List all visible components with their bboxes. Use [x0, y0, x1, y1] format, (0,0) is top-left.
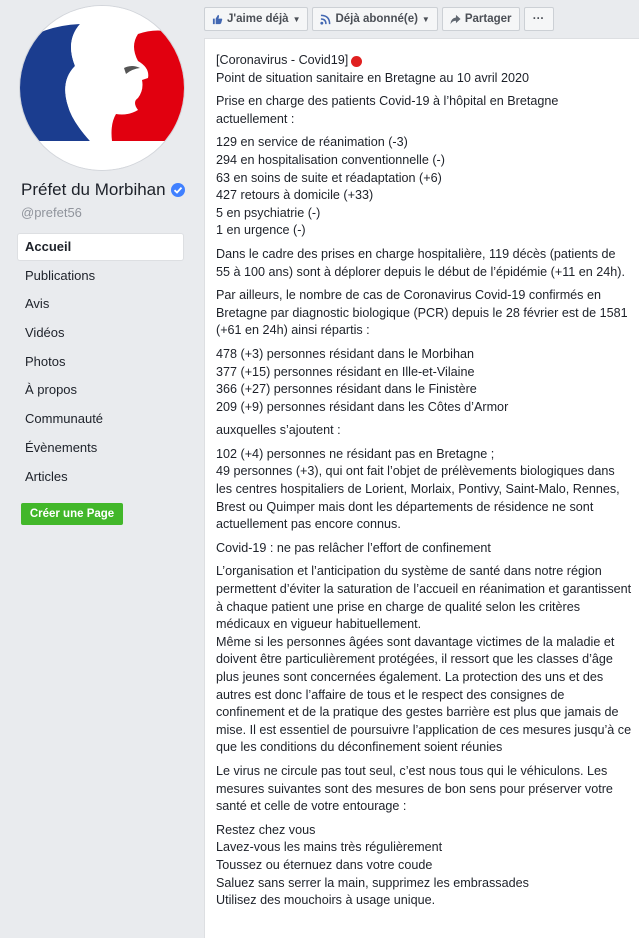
thumbs-up-icon [212, 14, 223, 25]
verified-badge-icon [171, 183, 185, 197]
like-button-label: J'aime déjà [227, 13, 289, 25]
create-page-button[interactable]: Créer une Page [21, 503, 123, 525]
nav-item-avis[interactable]: Avis [25, 296, 50, 312]
post-paragraph-header [216, 52, 632, 87]
page-name-text: Préfet du Morbihan [21, 180, 166, 199]
nav-item-photos[interactable]: Photos [25, 353, 66, 369]
post-paragraph: Restez chez vous Lavez-vous les mains très régulièrement Toussez ou éternuez dans votre coude Saluez sans serrer la main, supprimez les embrassades Utilisez des mouchoirs à usage unique. [216, 822, 529, 908]
nav-item-articles[interactable]: Articles [25, 468, 68, 484]
follow-button[interactable] [312, 7, 437, 31]
follow-button-label: Déjà abonné(e) [335, 13, 418, 25]
post-body [216, 52, 632, 916]
rss-icon [320, 14, 331, 25]
post-paragraph: L’organisation et l’anticipation du système de santé dans notre région permettent d’éviter la saturation de l’accueil en réanimation et garantissent à chaque patient une prise en charge de qualité selon les critères médicaux en vigueur habituellement. Même si les personnes âgées sont davantage victimes de la maladie et doivent être particulièrement protégées, il ressort que les classes d’âge plus jeunes sont concernées également. La protection des uns et des autres est donc l’affaire de tous et le respect des consignes de confinement et de la pratique des gestes barrière est plus que jamais de mise. Il est essentiel de poursuivre l’application de ces mesures jusqu’à ce que les conditions du déconfinement soient réunies [216, 564, 632, 755]
avatar[interactable] [20, 6, 184, 170]
nav-item-a-propos[interactable]: À propos [25, 382, 78, 398]
post-paragraph: 102 (+4) personnes ne résidant pas en Bretagne ; 49 personnes (+3), qui ont fait l’objet de prélèvements biologiques dans les centres hospitaliers de Lorient, Morlaix, Pontivy, Saint-Malo, Rennes, Brest ou Quimper mais dont les départements de résidence ne sont actuellement pas encore connus. [216, 446, 620, 532]
chevron-down-icon: ▼ [421, 14, 430, 24]
nav-item-publications[interactable]: Publications [25, 267, 96, 283]
page-title[interactable] [21, 180, 185, 200]
share-button[interactable] [442, 7, 520, 31]
page-nav [18, 234, 183, 492]
post-paragraph: Le virus ne circule pas tout seul, c’est nous tous qui le véhiculons. Les mesures suivantes sont des mesures de bon sens pour préserver votre santé et celle de votre entourage : [216, 763, 613, 814]
more-icon: ··· [532, 13, 545, 25]
nav-item-evenements[interactable]: Évènements [25, 439, 98, 455]
nav-item-accueil[interactable]: Accueil [18, 234, 183, 260]
page-actions-toolbar [204, 7, 558, 31]
like-button[interactable] [204, 7, 308, 31]
post-paragraph: auxquelles s’ajoutent : [216, 423, 341, 438]
chevron-down-icon: ▼ [292, 14, 301, 24]
post-card [204, 38, 639, 938]
post-paragraph: Par ailleurs, le nombre de cas de Coronavirus Covid-19 confirmés en Bretagne par diagnostic biologique (PCR) depuis le 28 février est de 1581 (+61 en 24h) ainsi répartis : [216, 288, 628, 338]
post-paragraph: Prise en charge des patients Covid-19 à l’hôpital en Bretagne actuellement : [216, 94, 559, 126]
post-paragraph: Dans le cadre des prises en charge hospitalière, 119 décès (patients de 55 à 100 ans) sont à déplorer depuis le début de l’épidémie (+11 en 24h). [216, 246, 625, 279]
post-paragraph: [Coronavirus - Covid19] Point de situation sanitaire en Bretagne au 10 avril 2020 [216, 53, 529, 85]
nav-item-communaute[interactable]: Communauté [25, 411, 104, 427]
page-handle[interactable]: @prefet56 [21, 205, 82, 220]
red-circle-icon [351, 56, 362, 67]
more-options-button[interactable] [524, 7, 554, 31]
post-paragraph: 129 en service de réanimation (-3) 294 en hospitalisation conventionnelle (-) 63 en soins de suite et réadaptation (+6) 427 retours à domicile (+33) 5 en psychiatrie (-) 1 en urgence (-) [216, 135, 445, 238]
share-button-label: Partager [464, 13, 512, 25]
nav-item-videos[interactable]: Vidéos [25, 325, 65, 341]
marianne-logo-icon [20, 6, 184, 170]
post-paragraph: Covid-19 : ne pas relâcher l’effort de confinement [216, 540, 491, 555]
share-arrow-icon [450, 14, 461, 25]
post-paragraph: 478 (+3) personnes résidant dans le Morbihan 377 (+15) personnes résidant en Ille-et-Vilaine 366 (+27) personnes résidant dans le Finistère 209 (+9) personnes résidant dans les Côtes d’Armor [216, 346, 509, 414]
page-sidebar [0, 0, 192, 927]
